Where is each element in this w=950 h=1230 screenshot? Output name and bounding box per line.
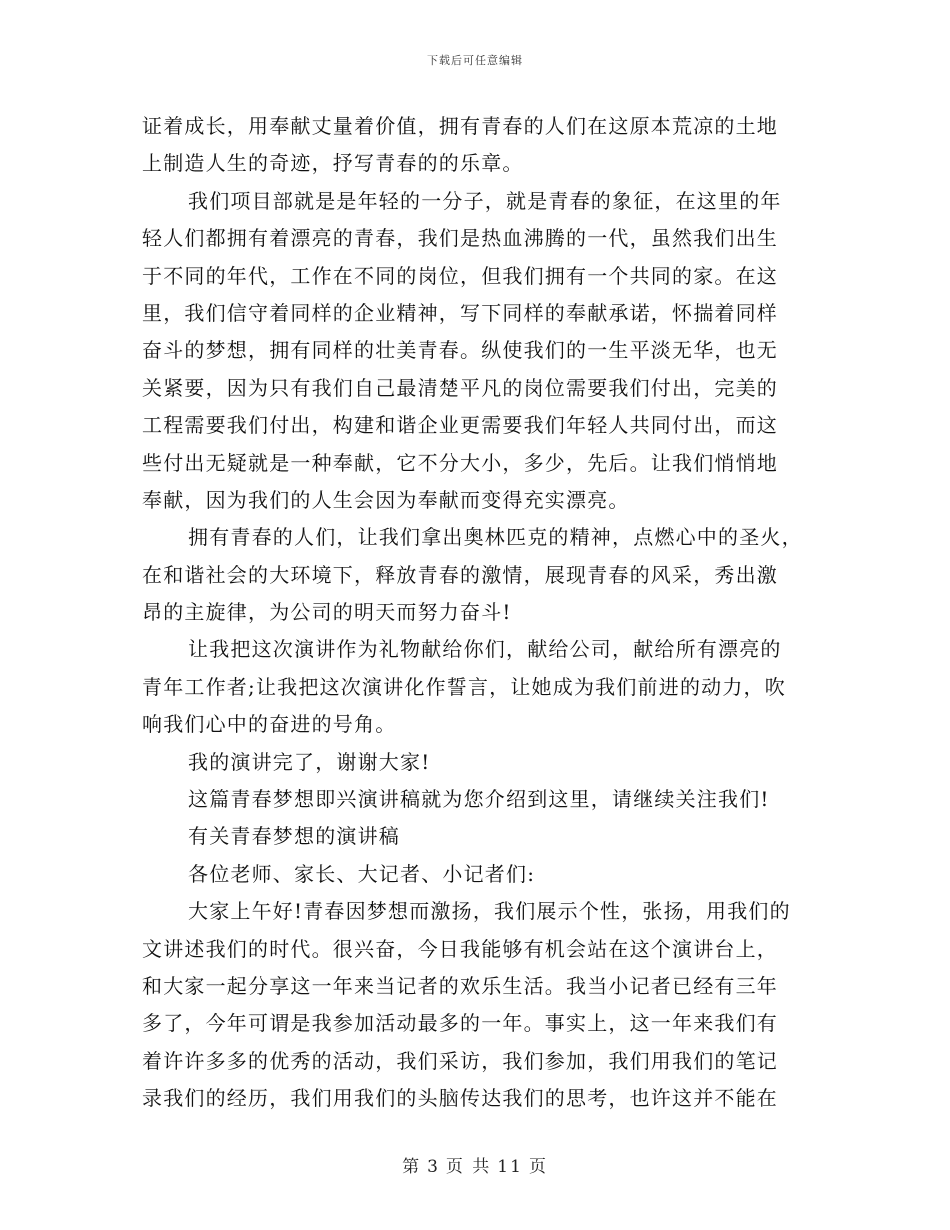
footer-page-number: 3 xyxy=(427,1157,440,1177)
text-line: 录我们的经历，我们用我们的头脑传达我们的思考，也许这并不能在 xyxy=(142,1086,778,1111)
text-line: 有关青春梦想的演讲稿 xyxy=(188,824,400,849)
footer-total-pages: 11 xyxy=(497,1157,523,1177)
text-line: 上制造人生的奇迹，抒写青春的的乐章。 xyxy=(142,151,524,176)
text-line: 轻人们都拥有着漂亮的青春，我们是热血沸腾的一代，虽然我们出生 xyxy=(142,226,778,251)
text-line: 响我们心中的奋进的号角。 xyxy=(142,712,397,737)
text-line: 关紧要，因为只有我们自己最清楚平凡的岗位需要我们付出，完美的 xyxy=(142,375,778,400)
text-line: 奉献，因为我们的人生会因为奉献而变得充实漂亮。 xyxy=(142,487,630,512)
document-body xyxy=(142,108,812,1118)
text-line: 这篇青春梦想即兴演讲稿就为您介绍到这里，请继续关注我们! xyxy=(188,787,770,812)
text-line: 大家上午好!青春因梦想而激扬，我们展示个性，张扬，用我们的 xyxy=(188,899,791,924)
text-line: 里，我们信守着同样的企业精神，写下同样的奉献承诺，怀揣着同样 xyxy=(142,300,778,325)
text-line: 我们项目部就是是年轻的一分子，就是青春的象征，在这里的年 xyxy=(188,188,782,213)
text-line: 昂的主旋律，为公司的明天而努力奋斗! xyxy=(142,600,512,625)
text-line: 多了，今年可谓是我参加活动最多的一年。事实上，这一年来我们有 xyxy=(142,1011,778,1036)
text-line: 文讲述我们的时代。很兴奋，今日我能够有机会站在这个演讲台上， xyxy=(142,936,778,961)
text-line: 于不同的年代，工作在不同的岗位，但我们拥有一个共同的家。在这 xyxy=(142,263,778,288)
text-line: 工程需要我们付出，构建和谐企业更需要我们年轻人共同付出，而这 xyxy=(142,413,778,438)
footer-suffix: 页 xyxy=(528,1157,548,1177)
footer-prefix: 第 xyxy=(402,1157,422,1177)
text-line: 青年工作者;让我把这次演讲化作誓言，让她成为我们前进的动力，吹 xyxy=(142,674,786,699)
text-line: 奋斗的梦想，拥有同样的壮美青春。纵使我们的一生平淡无华，也无 xyxy=(142,338,778,363)
text-line: 在和谐社会的大环境下，释放青春的激情，展现青春的风采，秀出激 xyxy=(142,562,778,587)
page-footer xyxy=(0,1152,950,1177)
page-header: 下载后可任意编辑 xyxy=(427,54,523,67)
text-line: 拥有青春的人们，让我们拿出奥林匹克的精神，点燃心中的圣火， xyxy=(188,525,803,550)
footer-middle: 页 共 xyxy=(445,1157,492,1177)
text-line: 各位老师、家长、大记者、小记者们: xyxy=(188,861,536,886)
text-line: 我的演讲完了，谢谢大家! xyxy=(188,749,431,774)
text-line: 和大家一起分享这一年来当记者的欢乐生活。我当小记者已经有三年 xyxy=(142,973,778,998)
text-line: 着许许多多的优秀的活动，我们采访，我们参加，我们用我们的笔记 xyxy=(142,1048,778,1073)
text-line: 些付出无疑就是一种奉献，它不分大小，多少，先后。让我们悄悄地 xyxy=(142,450,778,475)
text-line: 证着成长，用奉献丈量着价值，拥有青春的人们在这原本荒凉的土地 xyxy=(142,114,778,138)
text-line: 让我把这次演讲作为礼物献给你们，献给公司，献给所有漂亮的 xyxy=(188,637,782,662)
